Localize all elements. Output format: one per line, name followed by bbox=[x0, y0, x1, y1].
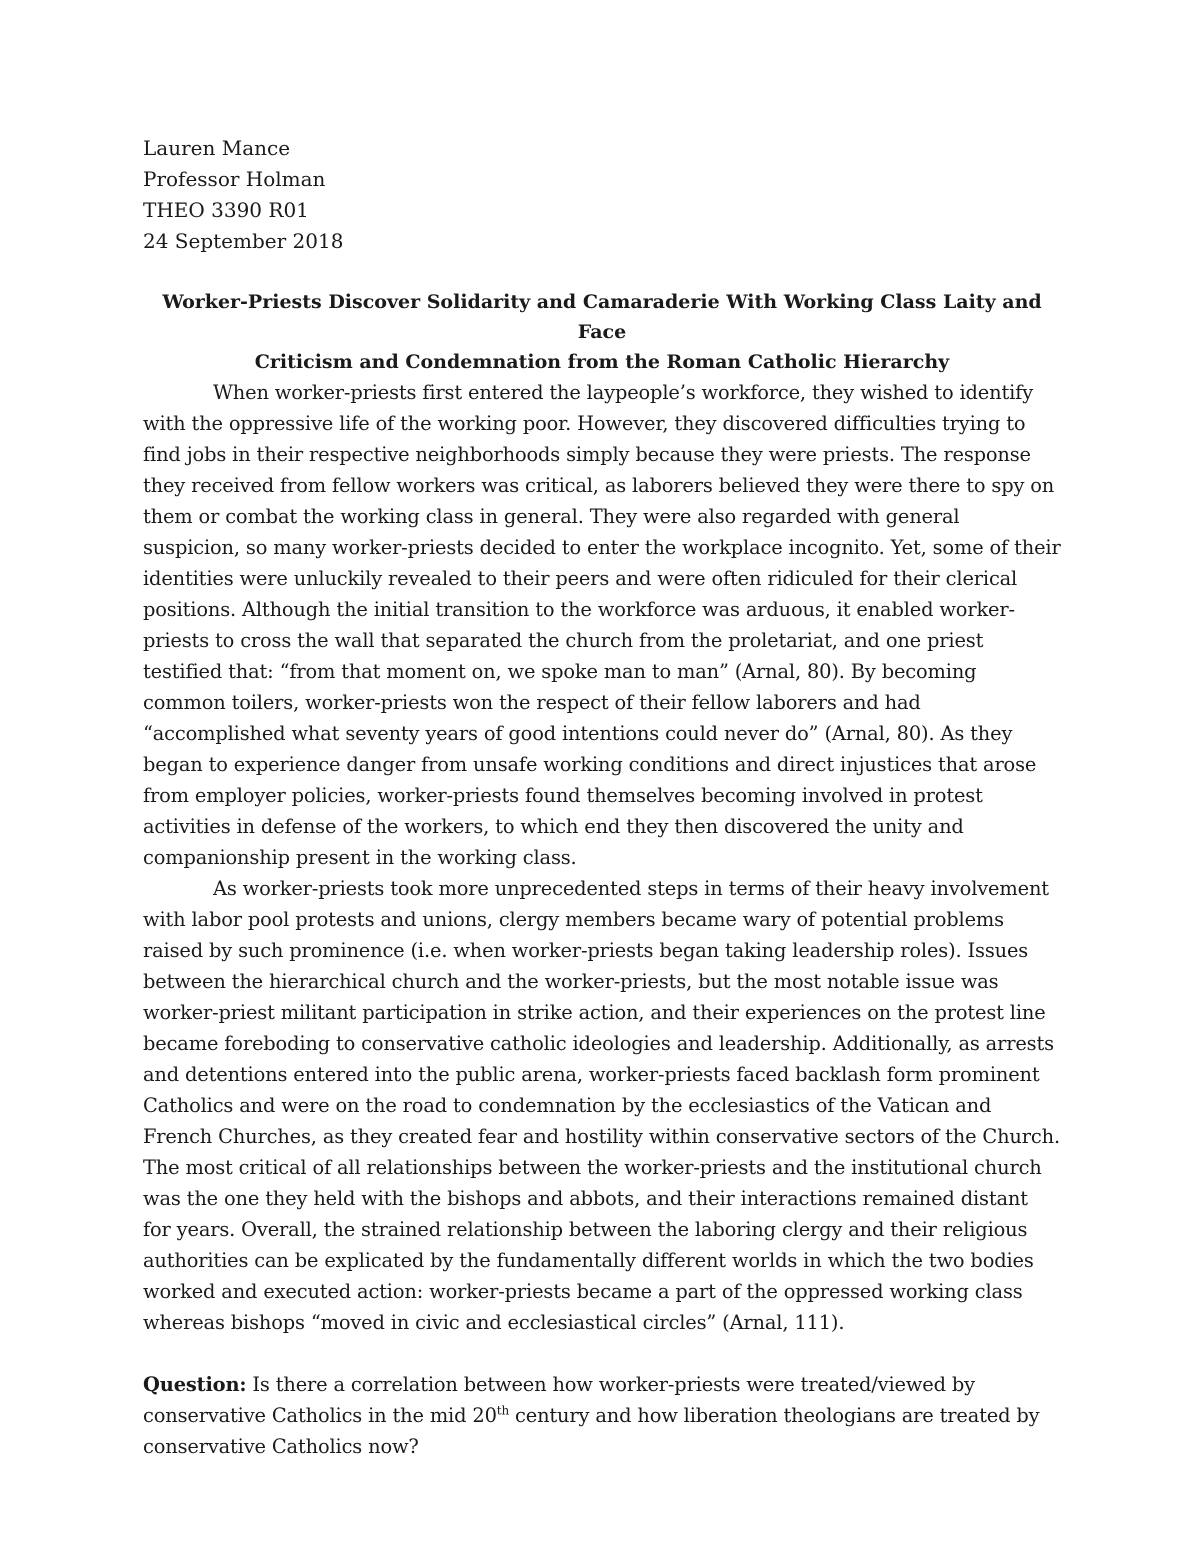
question-text-before: Is there a correlation between how worker-priests were treated/viewed by conservative Catholics in the mid 20 bbox=[143, 1373, 975, 1427]
document-page bbox=[143, 133, 1061, 1462]
course-code: THEO 3390 R01 bbox=[143, 198, 309, 222]
body-paragraph-1: When worker-priests first entered the laypeople’s workforce, they wished to identify with the oppressive life of the working poor. However, they discovered difficulties trying to find jobs in their respective neighborhoods simply because they were priests. The response they received from fellow workers was critical, as laborers believed they were there to spy on them or combat the working class in general. They were also regarded with general suspicion, so many worker-priests decided to enter the workplace incognito. Yet, some of their identities were unluckily revealed to their peers and were often ridiculed for their clerical positions. Although the initial transition to the workforce was arduous, it enabled worker-priests to cross the wall that separated the church from the proletariat, and one priest testified that: “from that moment on, we spoke man to man” (Arnal, 80). By becoming common toilers, worker-priests won the respect of their fellow laborers and had “accomplished what seventy years of good intentions could never do” (Arnal, 80). As they began to experience danger from unsafe working conditions and direct injustices that arose from employer policies, worker-priests found themselves becoming involved in protest activities in defense of the workers, to which end they then discovered the unity and companionship present in the working class. bbox=[143, 381, 1061, 869]
question-block bbox=[143, 1369, 1061, 1462]
header-block bbox=[143, 133, 1061, 257]
title-line-1: Worker-Priests Discover Solidarity and Camaraderie With Working Class Laity and Face bbox=[162, 291, 1042, 343]
question-label: Question: bbox=[143, 1373, 247, 1396]
document-date: 24 September 2018 bbox=[143, 229, 344, 253]
question-text-after: century and how liberation theologians are treated by conservative Catholics now? bbox=[143, 1404, 1040, 1458]
author-name: Lauren Mance bbox=[143, 136, 291, 160]
title-line-2: Criticism and Condemnation from the Roman Catholic Hierarchy bbox=[254, 351, 950, 373]
essay-title bbox=[143, 287, 1061, 377]
body-paragraph-2: As worker-priests took more unprecedented steps in terms of their heavy involvement with labor pool protests and unions, clergy members became wary of potential problems raised by such prominence (i.e. when worker-priests began taking leadership roles). Issues between the hierarchical church and the worker-priests, but the most notable issue was worker-priest militant participation in strike action, and their experiences on the protest line became foreboding to conservative catholic ideologies and leadership. Additionally, as arrests and detentions entered into the public arena, worker-priests faced backlash form prominent Catholics and were on the road to condemnation by the ecclesiastics of the Vatican and French Churches, as they created fear and hostility within conservative sectors of the Church. The most critical of all relationships between the worker-priests and the institutional church was the one they held with the bishops and abbots, and their interactions remained distant for years. Overall, the strained relationship between the laboring clergy and their religious authorities can be explicated by the fundamentally different worlds in which the two bodies worked and executed action: worker-priests became a part of the oppressed working class whereas bishops “moved in civic and ecclesiastical circles” (Arnal, 111). bbox=[143, 877, 1060, 1334]
question-superscript: th bbox=[496, 1403, 510, 1418]
professor-name: Professor Holman bbox=[143, 167, 326, 191]
